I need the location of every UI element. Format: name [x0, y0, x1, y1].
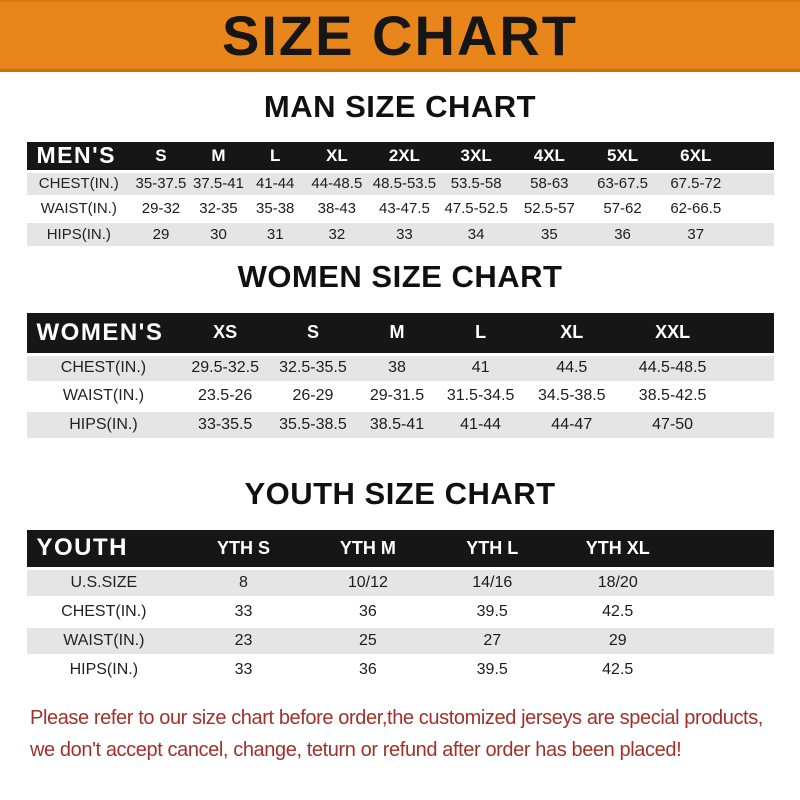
header-spacer: [725, 313, 774, 354]
row-spacer: [725, 382, 774, 410]
size-column-header: M: [356, 313, 438, 354]
size-column-header: 3XL: [440, 142, 513, 171]
size-value-cell: 57-62: [586, 196, 659, 221]
size-value-cell: 32: [304, 221, 369, 246]
women-size-table: [27, 313, 774, 438]
row-label: U.S.SIZE: [27, 568, 182, 597]
size-value-cell: 63-67.5: [586, 171, 659, 196]
size-value-cell: 32-35: [191, 196, 246, 221]
size-value-cell: 44.5-48.5: [620, 354, 725, 382]
row-spacer: [681, 626, 774, 655]
size-value-cell: 58-63: [513, 171, 586, 196]
measurement-row: [27, 655, 774, 684]
size-value-cell: 53.5-58: [440, 171, 513, 196]
disclaimer-line-1: Please refer to our size chart before order,the customized jerseys are special products,: [30, 707, 763, 729]
row-label: HIPS(IN.): [27, 655, 182, 684]
size-value-cell: 67.5-72: [659, 171, 732, 196]
size-header-row: [27, 142, 774, 171]
row-label: HIPS(IN.): [27, 410, 181, 438]
size-value-cell: 35-38: [246, 196, 304, 221]
size-value-cell: 33: [181, 597, 306, 626]
size-column-header: YTH M: [306, 530, 430, 568]
size-value-cell: 42.5: [555, 597, 681, 626]
size-value-cell: 44-47: [523, 410, 620, 438]
table-corner-label: WOMEN'S: [27, 313, 181, 354]
size-column-header: XL: [304, 142, 369, 171]
measurement-row: [27, 221, 774, 246]
size-value-cell: 44-48.5: [304, 171, 369, 196]
men-size-table: [27, 142, 774, 246]
size-value-cell: 38.5-42.5: [620, 382, 725, 410]
size-value-cell: 36: [306, 655, 430, 684]
size-value-cell: 25: [306, 626, 430, 655]
women-size-heading: WOMEN SIZE CHART: [237, 259, 563, 294]
size-value-cell: 47-50: [620, 410, 725, 438]
size-value-cell: 31: [246, 221, 304, 246]
size-column-header: XS: [180, 313, 270, 354]
youth-size-section: [0, 476, 800, 684]
size-value-cell: 35: [513, 221, 586, 246]
banner-title: SIZE CHART: [222, 4, 578, 67]
size-value-cell: 29-31.5: [356, 382, 438, 410]
size-value-cell: 47.5-52.5: [440, 196, 513, 221]
size-column-header: 5XL: [586, 142, 659, 171]
size-value-cell: 37.5-41: [191, 171, 246, 196]
size-column-header: S: [270, 313, 356, 354]
size-value-cell: 36: [306, 597, 430, 626]
size-value-cell: 34.5-38.5: [523, 382, 620, 410]
size-column-header: 4XL: [513, 142, 586, 171]
size-value-cell: 29.5-32.5: [180, 354, 270, 382]
youth-size-table: [27, 530, 774, 684]
size-column-header: XL: [523, 313, 620, 354]
row-label: CHEST(IN.): [27, 597, 182, 626]
measurement-row: [27, 410, 774, 438]
size-value-cell: 29: [131, 221, 191, 246]
size-value-cell: 39.5: [430, 597, 555, 626]
measurement-row: [27, 196, 774, 221]
row-label: WAIST(IN.): [27, 382, 181, 410]
row-spacer: [725, 410, 774, 438]
row-label: HIPS(IN.): [27, 221, 132, 246]
size-header-row: [27, 530, 774, 568]
size-value-cell: 23.5-26: [180, 382, 270, 410]
size-value-cell: 41-44: [438, 410, 523, 438]
row-spacer: [732, 221, 773, 246]
row-spacer: [732, 171, 773, 196]
size-header-row: [27, 313, 774, 354]
size-value-cell: 8: [181, 568, 306, 597]
measurement-row: [27, 354, 774, 382]
size-value-cell: 35.5-38.5: [270, 410, 356, 438]
size-value-cell: 33: [181, 655, 306, 684]
man-size-heading: MAN SIZE CHART: [263, 89, 537, 124]
size-value-cell: 42.5: [555, 655, 681, 684]
size-value-cell: 34: [440, 221, 513, 246]
disclaimer-line-2: we don't accept cancel, change, teturn or refund after order has been placed!: [30, 739, 682, 761]
table-corner-label: MEN'S: [27, 142, 132, 171]
size-column-header: XXL: [620, 313, 725, 354]
women-size-section: [0, 259, 800, 438]
size-column-header: 2XL: [369, 142, 439, 171]
measurement-row: [27, 382, 774, 410]
size-value-cell: 29: [555, 626, 681, 655]
size-column-header: 6XL: [659, 142, 732, 171]
size-value-cell: 38-43: [304, 196, 369, 221]
size-value-cell: 48.5-53.5: [369, 171, 439, 196]
measurement-row: [27, 597, 774, 626]
order-disclaimer: [30, 702, 780, 766]
size-value-cell: 43-47.5: [369, 196, 439, 221]
size-value-cell: 39.5: [430, 655, 555, 684]
size-column-header: YTH L: [430, 530, 555, 568]
size-column-header: L: [246, 142, 304, 171]
size-value-cell: 31.5-34.5: [438, 382, 523, 410]
size-value-cell: 30: [191, 221, 246, 246]
row-spacer: [732, 196, 773, 221]
size-value-cell: 41: [438, 354, 523, 382]
size-column-header: YTH XL: [555, 530, 681, 568]
row-label: WAIST(IN.): [27, 626, 182, 655]
size-value-cell: 37: [659, 221, 732, 246]
size-column-header: S: [131, 142, 191, 171]
size-column-header: L: [438, 313, 523, 354]
row-label: WAIST(IN.): [27, 196, 132, 221]
size-value-cell: 38: [356, 354, 438, 382]
measurement-row: [27, 568, 774, 597]
size-value-cell: 27: [430, 626, 555, 655]
size-column-header: M: [191, 142, 246, 171]
size-value-cell: 33-35.5: [180, 410, 270, 438]
row-label: CHEST(IN.): [27, 354, 181, 382]
header-spacer: [681, 530, 774, 568]
size-column-header: YTH S: [181, 530, 306, 568]
size-value-cell: 10/12: [306, 568, 430, 597]
size-value-cell: 44.5: [523, 354, 620, 382]
size-value-cell: 62-66.5: [659, 196, 732, 221]
header-spacer: [732, 142, 773, 171]
size-value-cell: 33: [369, 221, 439, 246]
size-value-cell: 52.5-57: [513, 196, 586, 221]
size-value-cell: 18/20: [555, 568, 681, 597]
youth-size-heading: YOUTH SIZE CHART: [244, 476, 556, 511]
size-value-cell: 41-44: [246, 171, 304, 196]
size-value-cell: 29-32: [131, 196, 191, 221]
size-value-cell: 14/16: [430, 568, 555, 597]
table-corner-label: YOUTH: [27, 530, 182, 568]
size-value-cell: 35-37.5: [131, 171, 191, 196]
size-value-cell: 36: [586, 221, 659, 246]
measurement-row: [27, 171, 774, 196]
row-label: CHEST(IN.): [27, 171, 132, 196]
size-value-cell: 23: [181, 626, 306, 655]
row-spacer: [681, 597, 774, 626]
man-size-section: [0, 89, 800, 246]
banner: [0, 0, 800, 72]
size-value-cell: 26-29: [270, 382, 356, 410]
size-value-cell: 38.5-41: [356, 410, 438, 438]
measurement-row: [27, 626, 774, 655]
row-spacer: [725, 354, 774, 382]
row-spacer: [681, 655, 774, 684]
size-value-cell: 32.5-35.5: [270, 354, 356, 382]
row-spacer: [681, 568, 774, 597]
